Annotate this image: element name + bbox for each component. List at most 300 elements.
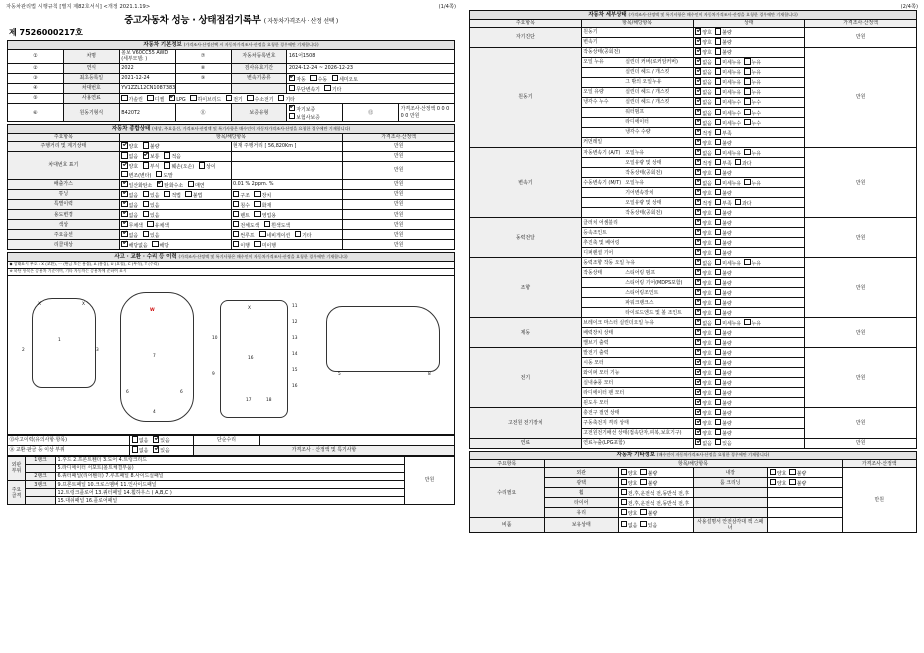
detail-1-2-opt-0[interactable]: 없음 — [695, 68, 712, 76]
detail-2-5-opt-0[interactable]: 적정 — [695, 199, 712, 207]
checkbox-icon[interactable] — [621, 469, 627, 475]
fuel-other[interactable]: 기타 — [278, 95, 295, 103]
checkbox-icon[interactable] — [715, 249, 721, 255]
checkbox-icon[interactable] — [789, 479, 795, 485]
checkbox-icon[interactable] — [695, 58, 701, 64]
checkbox-icon[interactable] — [715, 199, 721, 205]
checkbox-icon[interactable] — [695, 159, 701, 165]
detail-5-0-opt-2[interactable]: 누유 — [744, 319, 761, 327]
detail-7-1-opt-0[interactable]: 양호 — [695, 419, 712, 427]
checkbox-icon[interactable] — [744, 149, 750, 155]
detail-7-0-opt-1[interactable]: 불량 — [715, 409, 732, 417]
q13-yes[interactable]: 있음 — [153, 436, 170, 444]
fuel-gasoline[interactable]: 가솔린 — [121, 95, 143, 103]
opt-special-yes[interactable]: 있음 — [143, 201, 160, 209]
opt-hc[interactable]: 탄화수소 — [157, 181, 183, 189]
detail-4-2-opt-1[interactable]: 불량 — [715, 279, 732, 287]
detail-4-3-opt-0[interactable]: 양호 — [695, 289, 712, 297]
opt-special-none[interactable]: 없음 — [121, 201, 138, 209]
checkbox-icon[interactable] — [715, 119, 721, 125]
warranty-insurance[interactable]: 보험사보증 — [289, 113, 320, 121]
checkbox-icon[interactable] — [715, 359, 721, 365]
checkbox-icon[interactable] — [715, 189, 721, 195]
checkbox-icon[interactable] — [695, 119, 701, 125]
checkbox-icon[interactable] — [695, 389, 701, 395]
checkbox-icon[interactable] — [695, 179, 701, 185]
checkbox-icon[interactable] — [715, 149, 721, 155]
diagram-label-w: W — [150, 307, 155, 313]
fuel-electric[interactable]: 전기 — [226, 95, 243, 103]
checkbox-icon[interactable] — [695, 169, 701, 175]
detail-7-2-opt-1[interactable]: 불량 — [715, 429, 732, 437]
detail-2-3-opt-0[interactable]: 없음 — [695, 179, 712, 187]
checkbox-icon[interactable] — [695, 199, 701, 205]
detail-1-3-opt-1[interactable]: 미세누유 — [715, 78, 741, 86]
etc2-1-opt-0[interactable]: 양호 — [770, 479, 787, 487]
opt-recall-yes[interactable]: 해당 — [152, 241, 169, 249]
checkbox-icon[interactable] — [715, 379, 721, 385]
detail-1-2-opt-1[interactable]: 미세누유 — [715, 68, 741, 76]
opt-option-yes[interactable]: 있음 — [143, 231, 160, 239]
detail-1-9-opt-1[interactable]: 불량 — [715, 139, 732, 147]
checkbox-icon[interactable] — [621, 499, 627, 505]
detail-3-3-opt-0[interactable]: 양호 — [695, 249, 712, 257]
checkbox-icon[interactable] — [715, 129, 721, 135]
detail-6-0-opt-0[interactable]: 양호 — [695, 349, 712, 357]
checkbox-icon[interactable] — [715, 48, 721, 54]
opt-fire[interactable]: 화재 — [254, 201, 271, 209]
detail-6-3-opt-0[interactable]: 양호 — [695, 379, 712, 387]
checkbox-icon[interactable] — [715, 239, 721, 245]
opt-flood[interactable]: 침수 — [233, 201, 250, 209]
detail-6-1-opt-1[interactable]: 불량 — [715, 359, 732, 367]
detail-3-2-opt-1[interactable]: 불량 — [715, 239, 732, 247]
detail-4-5-opt-0[interactable]: 양호 — [695, 309, 712, 317]
detail-4-5-opt-1[interactable]: 불량 — [715, 309, 732, 317]
detail-1-3-opt-2[interactable]: 누유 — [744, 78, 761, 86]
etc2-0-opt-0[interactable]: 양호 — [770, 469, 787, 477]
fuel-hybrid[interactable]: 하이브리드 — [190, 95, 221, 103]
opt-tuning-none[interactable]: 없음 — [121, 191, 138, 199]
checkbox-icon[interactable] — [715, 289, 721, 295]
detail-6-5-opt-1[interactable]: 불량 — [715, 399, 732, 407]
detail-6-1-opt-0[interactable]: 양호 — [695, 359, 712, 367]
detail-6-2-opt-1[interactable]: 불량 — [715, 369, 732, 377]
detail-2-1-opt-2[interactable]: 과다 — [735, 159, 752, 167]
opt-vin-few[interactable]: 적음 — [164, 152, 181, 160]
detail-2-0-opt-2[interactable]: 누유 — [744, 149, 761, 157]
option-semiauto[interactable]: 세미오토 — [332, 75, 358, 83]
detail-1-7-opt-1[interactable]: 미세누수 — [715, 119, 741, 127]
checkbox-icon[interactable] — [715, 429, 721, 435]
checkbox-icon[interactable] — [695, 139, 701, 145]
checkbox-icon[interactable] — [715, 219, 721, 225]
checkbox-icon[interactable] — [744, 78, 750, 84]
detail-3-1-opt-1[interactable]: 불량 — [715, 229, 732, 237]
detail-1-4-opt-0[interactable]: 없음 — [695, 88, 712, 96]
checkbox-icon[interactable] — [715, 58, 721, 64]
checkbox-icon[interactable] — [621, 509, 627, 515]
checkbox-icon[interactable] — [695, 319, 701, 325]
checkbox-icon[interactable] — [715, 349, 721, 355]
checkbox-icon[interactable] — [695, 149, 701, 155]
detail-7-2-opt-0[interactable]: 양호 — [695, 429, 712, 437]
option-cvt[interactable]: 무단변속기 — [289, 85, 320, 93]
checkbox-icon[interactable] — [695, 409, 701, 415]
opt-vin-none[interactable]: 없음 — [121, 152, 138, 160]
checkbox-icon[interactable] — [715, 68, 721, 74]
etc-0-opt-1[interactable]: 불량 — [640, 469, 657, 477]
detail-2-3-opt-1[interactable]: 미세누유 — [715, 179, 741, 187]
detail-6-4-opt-0[interactable]: 양호 — [695, 389, 712, 397]
detail-5-2-opt-1[interactable]: 불량 — [715, 339, 732, 347]
checkbox-icon[interactable] — [695, 369, 701, 375]
checkbox-icon[interactable] — [640, 479, 646, 485]
detail-5-0-opt-1[interactable]: 미세누유 — [715, 319, 741, 327]
detail-1-5-opt-1[interactable]: 미세누수 — [715, 98, 741, 106]
opt-usechange-yes[interactable]: 있음 — [143, 211, 160, 219]
detail-2-5-opt-1[interactable]: 부족 — [715, 199, 732, 207]
detail-6-4-opt-1[interactable]: 불량 — [715, 389, 732, 397]
checkbox-icon[interactable] — [695, 439, 701, 445]
checkbox-icon[interactable] — [695, 68, 701, 74]
checkbox-icon[interactable] — [744, 109, 750, 115]
q14-yes[interactable]: 있음 — [153, 446, 170, 454]
checkbox-icon[interactable] — [695, 239, 701, 245]
detail-0-1-opt-1[interactable]: 불량 — [715, 38, 732, 46]
detail-1-4-opt-2[interactable]: 누유 — [744, 88, 761, 96]
checkbox-icon[interactable] — [695, 279, 701, 285]
checkbox-icon[interactable] — [744, 68, 750, 74]
checkbox-icon[interactable] — [695, 289, 701, 295]
checkbox-icon[interactable] — [695, 229, 701, 235]
detail-6-5-opt-0[interactable]: 양호 — [695, 399, 712, 407]
checkbox-icon[interactable] — [744, 58, 750, 64]
opt-tuning-yes[interactable]: 있음 — [143, 191, 160, 199]
checkbox-icon[interactable] — [621, 521, 627, 527]
checkbox-icon[interactable] — [695, 359, 701, 365]
checkbox-icon[interactable] — [695, 88, 701, 94]
fuel-lpg[interactable]: LPG — [169, 95, 186, 103]
checkbox-icon[interactable] — [695, 429, 701, 435]
detail-item-4-5: 타이로드엔드 및 볼 조인트 — [581, 308, 693, 318]
detail-item-6-3: 실내송풍 모터 — [581, 378, 693, 388]
opt-business[interactable]: 영업용 — [254, 211, 276, 219]
checkbox-icon[interactable] — [715, 339, 721, 345]
detail-item-1-1: 오일 누유 실린더 커버(로커암커버) — [581, 57, 693, 67]
detail-1-7-opt-2[interactable]: 누수 — [744, 119, 761, 127]
opt-rent[interactable]: 렌트 — [233, 211, 250, 219]
checkbox-icon[interactable] — [695, 219, 701, 225]
detail-6-2-opt-0[interactable]: 양호 — [695, 369, 712, 377]
checkbox-icon[interactable] — [735, 159, 741, 165]
opt-sunroof[interactable]: 썬루프 — [233, 231, 255, 239]
warranty-self[interactable]: 자기보증 — [289, 105, 315, 113]
detail-2-0-opt-1[interactable]: 미세누유 — [715, 149, 741, 157]
checkbox-icon[interactable] — [715, 88, 721, 94]
checkbox-icon[interactable] — [715, 439, 721, 445]
checkbox-icon[interactable] — [715, 419, 721, 425]
checkbox-icon[interactable] — [715, 209, 721, 215]
opt-vin2-corrode[interactable]: 부식 — [143, 162, 160, 170]
checkbox-icon[interactable] — [715, 28, 721, 34]
detail-4-1-opt-0[interactable]: 양호 — [695, 269, 712, 277]
checkbox-icon[interactable] — [715, 299, 721, 305]
checkbox-icon[interactable] — [735, 199, 741, 205]
checkbox-icon[interactable] — [715, 169, 721, 175]
checkbox-icon[interactable] — [695, 419, 701, 425]
opt-vin2-damage[interactable]: 훼손(오손) — [164, 162, 194, 170]
checkbox-icon[interactable] — [715, 389, 721, 395]
etc-0-opt-0[interactable]: 양호 — [621, 469, 638, 477]
detail-1-3-opt-0[interactable]: 없음 — [695, 78, 712, 86]
checkbox-icon[interactable] — [695, 48, 701, 54]
etc-3-opt-0[interactable]: 전,후,운전석 전,동반석 전,후 — [621, 499, 690, 507]
checkbox-icon[interactable] — [695, 349, 701, 355]
detail-1-6-opt-0[interactable]: 없음 — [695, 109, 712, 117]
detail-1-8-opt-1[interactable]: 부족 — [715, 129, 732, 137]
etc-4-opt-1[interactable]: 불량 — [640, 509, 657, 517]
detail-4-1-opt-1[interactable]: 불량 — [715, 269, 732, 277]
opt-navigation[interactable]: 네비게이션 — [259, 231, 290, 239]
opt-etc[interactable]: 기타 — [295, 231, 312, 239]
opt-co[interactable]: 일산화탄소 — [121, 181, 152, 189]
detail-1-8-opt-0[interactable]: 적정 — [695, 129, 712, 137]
row-marker-3: ③ — [8, 74, 64, 84]
checkbox-icon[interactable] — [770, 469, 776, 475]
checkbox-icon[interactable] — [640, 509, 646, 515]
opt-partial-paint[interactable]: 흰색도색 — [264, 221, 290, 229]
checkbox-icon[interactable] — [715, 109, 721, 115]
opt-color-chromatic[interactable]: 유채색 — [147, 221, 169, 229]
detail-5-1-opt-0[interactable]: 양호 — [695, 329, 712, 337]
opt-tuning-illegal[interactable]: 불법 — [185, 191, 202, 199]
checkbox-icon[interactable] — [715, 319, 721, 325]
detail-2-6-opt-0[interactable]: 양호 — [695, 209, 712, 217]
checkbox-icon[interactable] — [715, 78, 721, 84]
detail-3-3-opt-1[interactable]: 불량 — [715, 249, 732, 257]
checkbox-icon[interactable] — [695, 259, 701, 265]
fuel-diesel[interactable]: 디젤 — [147, 95, 164, 103]
detail-2-6-opt-1[interactable]: 불량 — [715, 209, 732, 217]
checkbox-icon[interactable] — [695, 379, 701, 385]
detail-item-6-4: 라디에이터 팬 모터 — [581, 388, 693, 398]
detail-1-1-opt-2[interactable]: 누유 — [744, 58, 761, 66]
detail-3-0-opt-1[interactable]: 불량 — [715, 219, 732, 227]
etc2-0-opt-1[interactable]: 불량 — [789, 469, 806, 477]
opt-device[interactable]: 장치 — [254, 191, 271, 199]
detail-8-0-opt-0[interactable]: 없음 — [695, 439, 712, 447]
opt-option-none[interactable]: 없음 — [121, 231, 138, 239]
checkbox-icon[interactable] — [715, 369, 721, 375]
detail-3-0-opt-0[interactable]: 양호 — [695, 219, 712, 227]
opt-mileage-bad[interactable]: 불량 — [143, 142, 160, 150]
checkbox-icon[interactable] — [695, 399, 701, 405]
detail-2-4-opt-1[interactable]: 불량 — [715, 189, 732, 197]
opt-vin2-diff[interactable]: 상이 — [199, 162, 216, 170]
checkbox-icon[interactable] — [715, 409, 721, 415]
checkbox-icon[interactable] — [715, 229, 721, 235]
detail-6-3-opt-1[interactable]: 불량 — [715, 379, 732, 387]
checkbox-icon[interactable] — [715, 279, 721, 285]
checkbox-icon[interactable] — [695, 129, 701, 135]
detail-5-1-opt-1[interactable]: 불량 — [715, 329, 732, 337]
detail-1-0-opt-1[interactable]: 불량 — [715, 48, 732, 56]
opt-mileage-good[interactable]: 양호 — [121, 142, 138, 150]
checkbox-icon[interactable] — [695, 109, 701, 115]
checkbox-icon[interactable] — [695, 209, 701, 215]
opt-full-paint[interactable]: 전체도색 — [233, 221, 259, 229]
etc-5-opt-1[interactable]: 있음 — [640, 521, 657, 529]
detail-1-7-opt-0[interactable]: 없음 — [695, 119, 712, 127]
detail-1-5-opt-0[interactable]: 없음 — [695, 98, 712, 106]
detail-0-0-opt-1[interactable]: 불량 — [715, 28, 732, 36]
checkbox-icon[interactable] — [695, 249, 701, 255]
checkbox-icon[interactable] — [715, 98, 721, 104]
checkbox-icon[interactable] — [744, 319, 750, 325]
detail-item-5-1: 배력장치 상태 — [581, 328, 693, 338]
diagram-label-16: 16 — [292, 383, 298, 389]
detail-row — [470, 47, 917, 57]
checkbox-icon[interactable] — [715, 38, 721, 44]
checkbox-icon[interactable] — [695, 98, 701, 104]
etc-info-table — [469, 451, 917, 533]
opt-vin2-alter[interactable]: 변조(변타) — [121, 171, 151, 179]
detail-3-1-opt-0[interactable]: 양호 — [695, 229, 712, 237]
option-manual[interactable]: 수동 — [310, 75, 327, 83]
etc-5-opt-0[interactable]: 없음 — [621, 521, 638, 529]
checkbox-icon[interactable] — [715, 309, 721, 315]
checkbox-icon[interactable] — [715, 159, 721, 165]
checkbox-icon[interactable] — [715, 269, 721, 275]
detail-2-3-opt-2[interactable]: 누유 — [744, 179, 761, 187]
opt-recall-na[interactable]: 해당없음 — [121, 241, 147, 249]
detail-2-0-opt-0[interactable]: 없음 — [695, 149, 712, 157]
value-transmission-2 — [287, 84, 455, 94]
detail-item-2-0: 자동변속기 (A/T) 오일누유 — [581, 148, 693, 158]
opt-usechange-none[interactable]: 없음 — [121, 211, 138, 219]
detail-1-1-opt-1[interactable]: 미세누유 — [715, 58, 741, 66]
checkbox-icon[interactable] — [715, 399, 721, 405]
opt-recall-done[interactable]: 이행 — [233, 241, 250, 249]
detail-6-0-opt-1[interactable]: 불량 — [715, 349, 732, 357]
option-auto[interactable]: 자동 — [289, 75, 306, 83]
checkbox-icon[interactable] — [695, 329, 701, 335]
detail-7-0-opt-0[interactable]: 양호 — [695, 409, 712, 417]
opt-vin-normal[interactable]: 보통 — [143, 152, 160, 160]
detail-4-0-opt-1[interactable]: 미세누유 — [715, 259, 741, 267]
checkbox-icon[interactable] — [695, 339, 701, 345]
checkbox-icon[interactable] — [695, 38, 701, 44]
detail-1-6-opt-2[interactable]: 누수 — [744, 109, 761, 117]
detail-8-0-opt-1[interactable]: 있음 — [715, 439, 732, 447]
opt-structure[interactable]: 구조 — [233, 191, 250, 199]
etc-item2-4 — [693, 508, 768, 518]
q14-none[interactable]: 없음 — [132, 446, 149, 454]
detail-2-1-opt-1[interactable]: 부족 — [715, 159, 732, 167]
detail-4-4-opt-0[interactable]: 양호 — [695, 299, 712, 307]
option-etc[interactable]: 기타 — [324, 85, 341, 93]
checkbox-icon[interactable] — [744, 119, 750, 125]
checkbox-icon[interactable] — [770, 479, 776, 485]
etc-1-opt-1[interactable]: 불량 — [640, 479, 657, 487]
detail-1-6-opt-1[interactable]: 미세누수 — [715, 109, 741, 117]
checkbox-icon[interactable] — [744, 179, 750, 185]
checkbox-icon[interactable] — [621, 489, 627, 495]
detail-1-1-opt-0[interactable]: 없음 — [695, 58, 712, 66]
checkbox-icon[interactable] — [695, 309, 701, 315]
detail-4-0-opt-2[interactable]: 누유 — [744, 259, 761, 267]
detail-1-0-opt-0[interactable]: 양호 — [695, 48, 712, 56]
etc-1-opt-0[interactable]: 양호 — [621, 479, 638, 487]
q13-none[interactable]: 없음 — [132, 436, 149, 444]
checkbox-icon[interactable] — [789, 469, 795, 475]
checkbox-icon[interactable] — [744, 88, 750, 94]
opt-vin2-paint[interactable]: 도말 — [156, 171, 173, 179]
detail-0-0-opt-0[interactable]: 양호 — [695, 28, 712, 36]
etc-4-opt-0[interactable]: 양호 — [621, 509, 638, 517]
detail-2-2-opt-0[interactable]: 양호 — [695, 169, 712, 177]
detail-0-1-opt-0[interactable]: 양호 — [695, 38, 712, 46]
checkbox-icon[interactable] — [695, 78, 701, 84]
checkbox-icon[interactable] — [695, 269, 701, 275]
checkbox-icon[interactable] — [621, 479, 627, 485]
detail-4-0-opt-0[interactable]: 없음 — [695, 259, 712, 267]
checkbox-icon[interactable] — [715, 179, 721, 185]
detail-5-0-opt-0[interactable]: 없음 — [695, 319, 712, 327]
checkbox-icon[interactable] — [715, 139, 721, 145]
checkbox-icon[interactable] — [715, 329, 721, 335]
detail-2-5-opt-2[interactable]: 과다 — [735, 199, 752, 207]
detail-2-2-opt-1[interactable]: 불량 — [715, 169, 732, 177]
detail-1-9-opt-0[interactable]: 양호 — [695, 139, 712, 147]
opt-tuning-legal[interactable]: 적법 — [164, 191, 181, 199]
etc-2-opt-0[interactable]: 전,후,운전석 전,동반석 전,후 — [621, 489, 690, 497]
detail-4-2-opt-0[interactable]: 양호 — [695, 279, 712, 287]
detail-5-2-opt-0[interactable]: 양호 — [695, 339, 712, 347]
detail-4-4-opt-1[interactable]: 불량 — [715, 299, 732, 307]
checkbox-icon[interactable] — [695, 299, 701, 305]
detail-4-3-opt-1[interactable]: 불량 — [715, 289, 732, 297]
etc2-1-opt-1[interactable]: 불량 — [789, 479, 806, 487]
etc-col-main: 주요항목 — [470, 460, 545, 468]
detail-2-1-opt-0[interactable]: 적정 — [695, 159, 712, 167]
checkbox-icon[interactable] — [695, 28, 701, 34]
detail-1-2-opt-2[interactable]: 누유 — [744, 68, 761, 76]
detail-3-2-opt-0[interactable]: 양호 — [695, 239, 712, 247]
overall-row-price-8: 만원 — [343, 230, 455, 240]
opt-color-achromatic[interactable]: 무채색 — [121, 221, 143, 229]
checkbox-icon[interactable] — [695, 189, 701, 195]
opt-vin2-good[interactable]: 양호 — [121, 162, 138, 170]
value-transmission — [287, 74, 455, 84]
detail-1-5-opt-2[interactable]: 누수 — [744, 98, 761, 106]
detail-7-1-opt-1[interactable]: 불량 — [715, 419, 732, 427]
etc-state-5 — [619, 518, 694, 532]
detail-1-4-opt-1[interactable]: 미세누유 — [715, 88, 741, 96]
detail-2-4-opt-0[interactable]: 양호 — [695, 189, 712, 197]
detail-item-0-1: 변속기 — [581, 37, 693, 47]
opt-smoke[interactable]: 매연 — [188, 181, 205, 189]
etc-row — [470, 468, 917, 478]
checkbox-icon[interactable] — [640, 521, 646, 527]
checkbox-icon[interactable] — [744, 259, 750, 265]
checkbox-icon[interactable] — [640, 469, 646, 475]
fuel-hydrogen[interactable]: 수소전기 — [247, 95, 273, 103]
checkbox-icon[interactable] — [744, 98, 750, 104]
checkbox-icon[interactable] — [715, 259, 721, 265]
opt-recall-undone[interactable]: 미이행 — [254, 241, 276, 249]
